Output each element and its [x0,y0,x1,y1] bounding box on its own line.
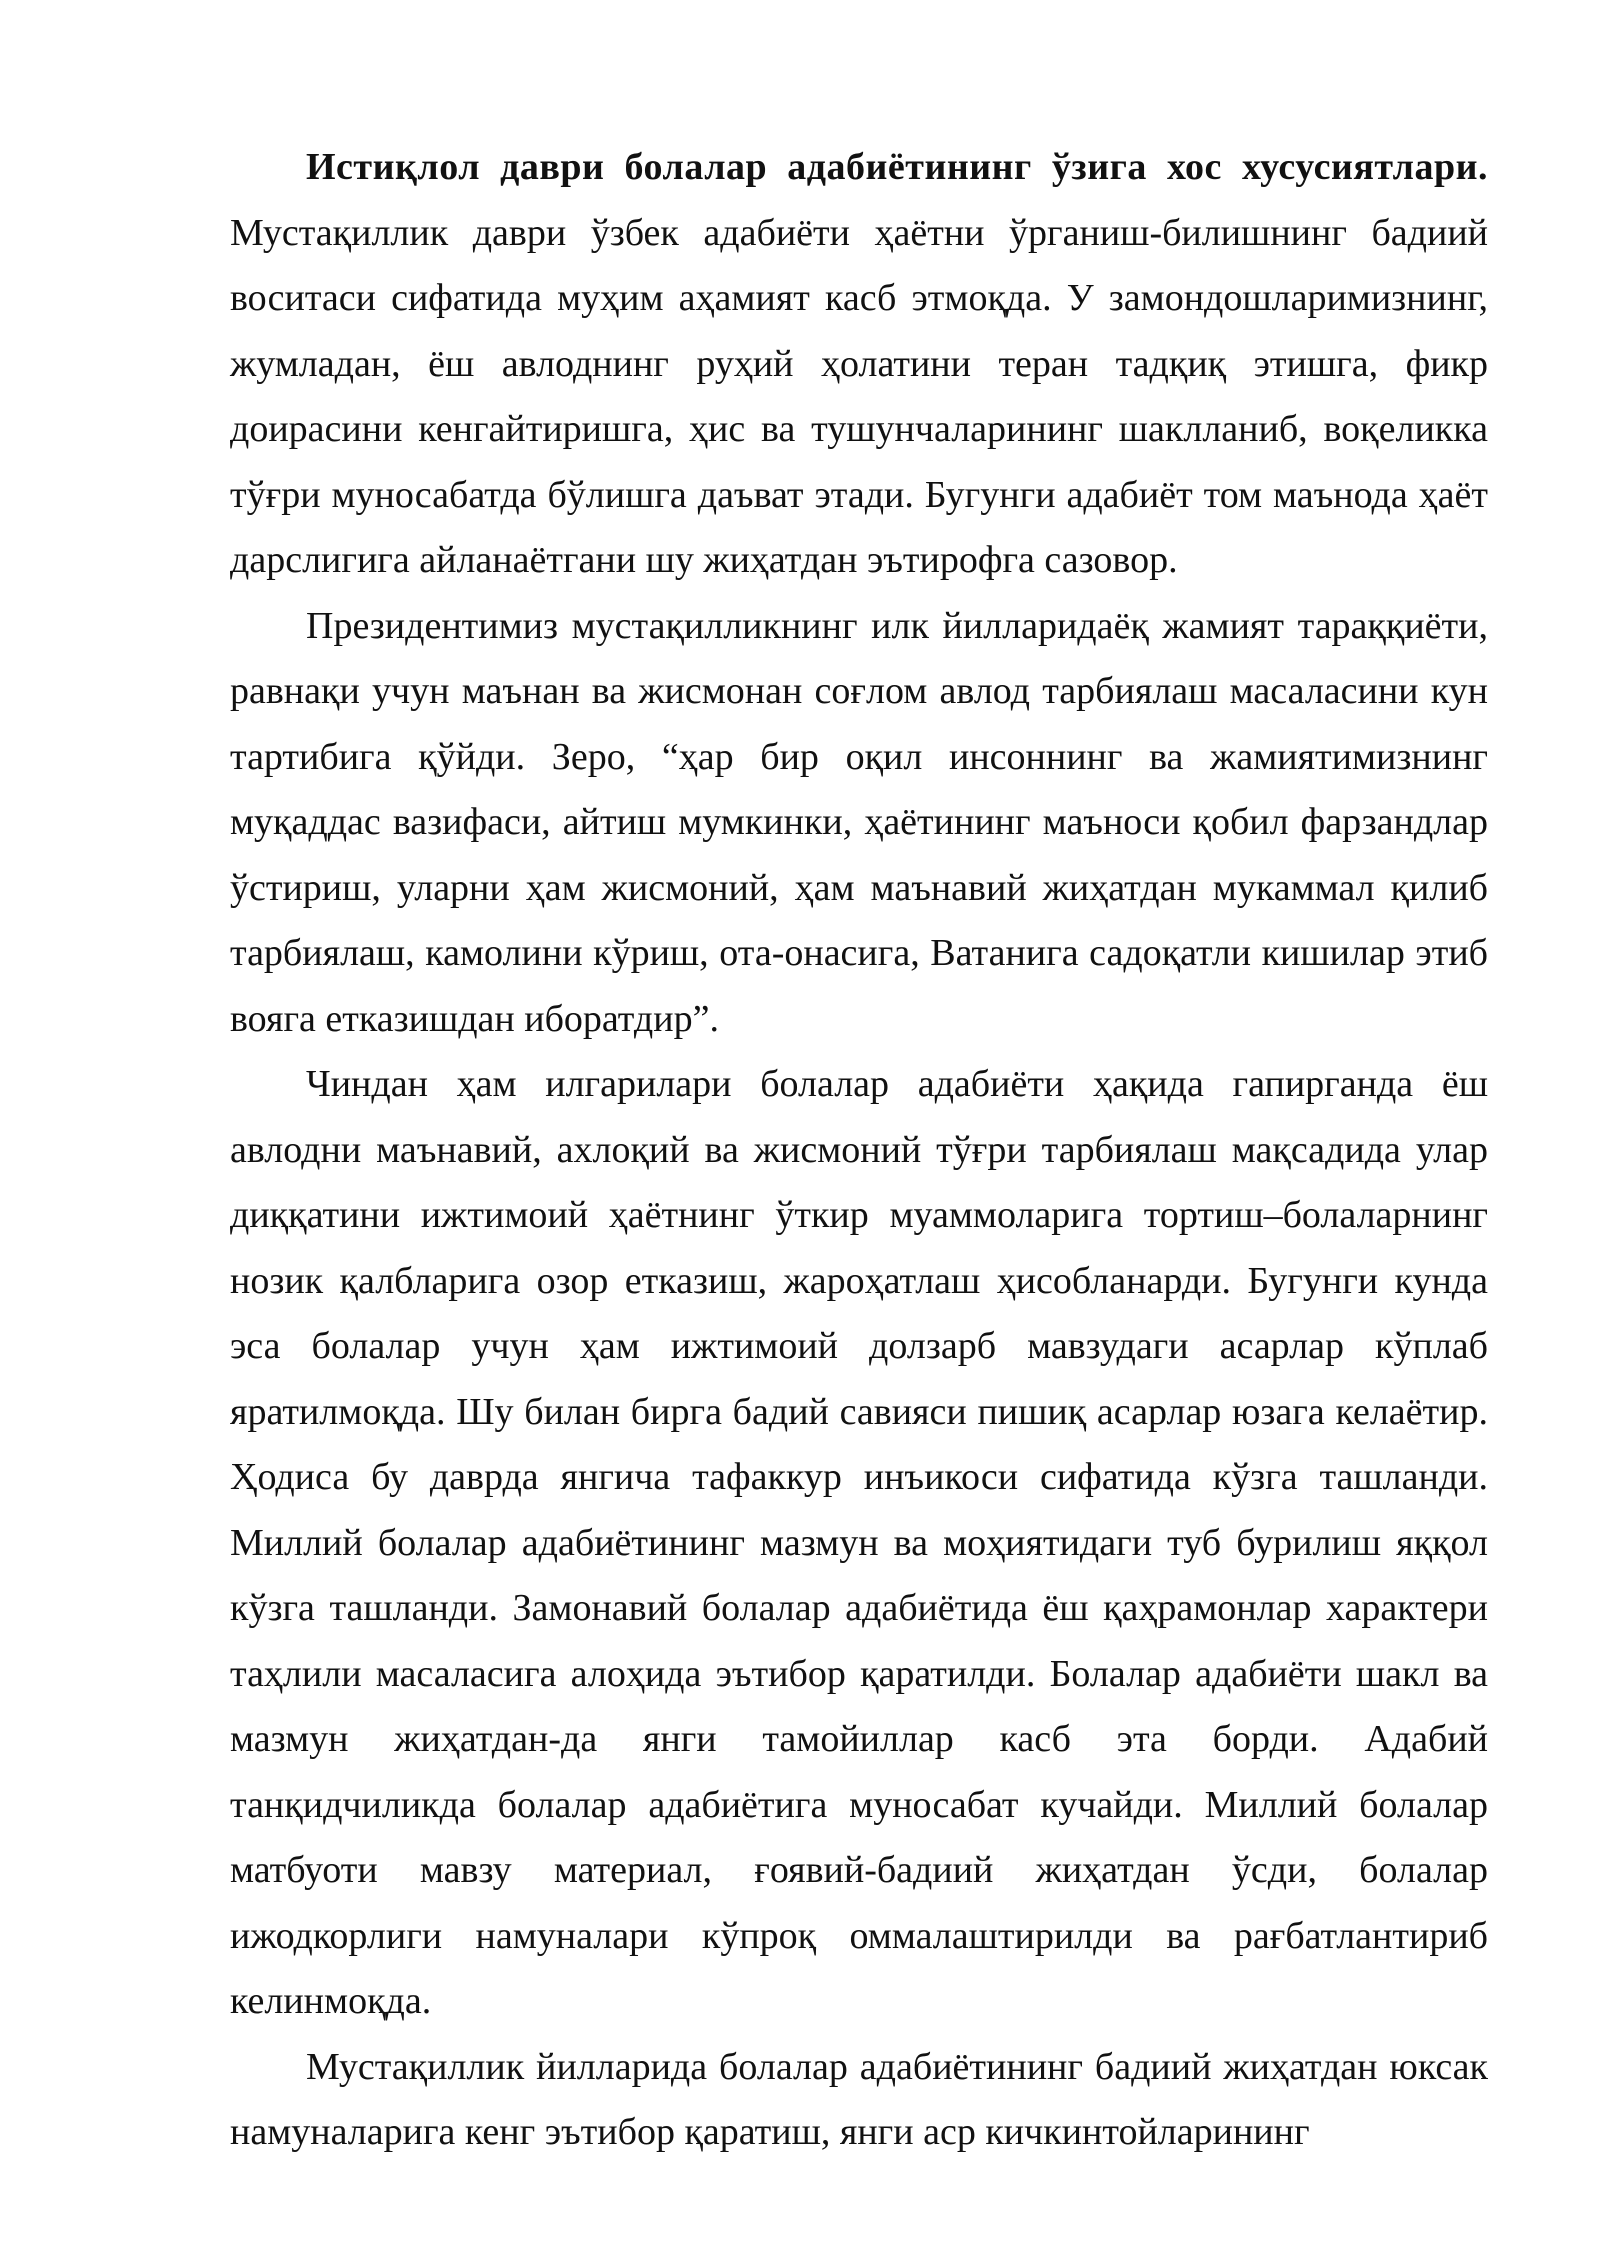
paragraph-3: Чиндан ҳам илгарилари болалар адабиёти ҳақида гапирганда ёш авлодни маънавий, ахлоқий ва жисмоний тўғри тарбиялаш мақсадида улар диққатини ижтимоий ҳаётнинг ўткир муаммоларига тортиш–болаларнинг нозик қалбларига озор етказиш, жароҳатлаш ҳисобланарди. Бугунги кунда эса болалар учун ҳам ижтимоий долзарб мавзудаги асарлар кўплаб яратилмоқда. Шу билан бирга бадий савияси пишиқ асарлар юзага келаётир. Ҳодиса бу даврда янгича тафаккур инъикоси сифатида кўзга ташланди. Миллий болалар адабиётининг мазмун ва моҳиятидаги туб бурилиш яққол кўзга ташланди. Замонавий болалар адабиётида ёш қаҳрамонлар характери таҳлили масаласига алоҳида эътибор қаратилди. Болалар адабиёти шакл ва мазмун жиҳатдан-да янги тамойиллар касб эта борди. Адабий танқидчиликда болалар адабиётига муносабат кучайди. Миллий болалар матбуоти мавзу материал, ғоявий-бадиий жиҳатдан ўсди, болалар ижодкорлиги намуналари кўпроқ оммалаштирилди ва рағбатлантириб келинмоқда. [230,1063,1488,2022]
section-heading: Истиқлол даври болалар адабиётининг ўзига хос хусусиятлари. [306,146,1488,188]
paragraph-1-text: Мустақиллик даври ўзбек адабиёти ҳаётни ўрганиш-билишнинг бадиий воситаси сифатида муҳим аҳамият касб этмоқда. У замондошларимизнинг, жумладан, ёш авлоднинг руҳий ҳолатини теран тадқиқ этишга, фикр доирасини кенгайтиришга, ҳис ва тушунчаларининг шаклланиб, воқеликка тўғри муносабатда бўлишга даъват этади. Бугунги адабиёт том маънода ҳаёт дарслигига айланаётгани шу жиҳатдан эътирофга сазовор. [230,211,1488,581]
paragraph-2: Президентимиз мустақилликнинг илк йилларидаёқ жамият тараққиёти, равнақи учун маънан ва жисмонан соғлом авлод тарбиялаш масаласини кун тартибига қўйди. Зеро, “ҳар бир оқил инсоннинг ва жамиятимизнинг муқаддас вазифаси, айтиш мумкинки, ҳаётининг маъноси қобил фарзандлар ўстириш, уларни ҳам жисмоний, ҳам маънавий жиҳатдан мукаммал қилиб тарбиялаш, камолини кўриш, ота-онасига, Ватанига садоқатли кишилар этиб вояга етказишдан иборатдир”. [230,604,1488,1040]
document-body [230,135,1488,2166]
paragraph-4: Мустақиллик йилларида болалар адабиётининг бадиий жиҳатдан юксак намуналарига кенг эътибор қаратиш, янги аср кичкинтойларининг [230,2045,1488,2153]
paragraph-1 [230,135,1488,594]
